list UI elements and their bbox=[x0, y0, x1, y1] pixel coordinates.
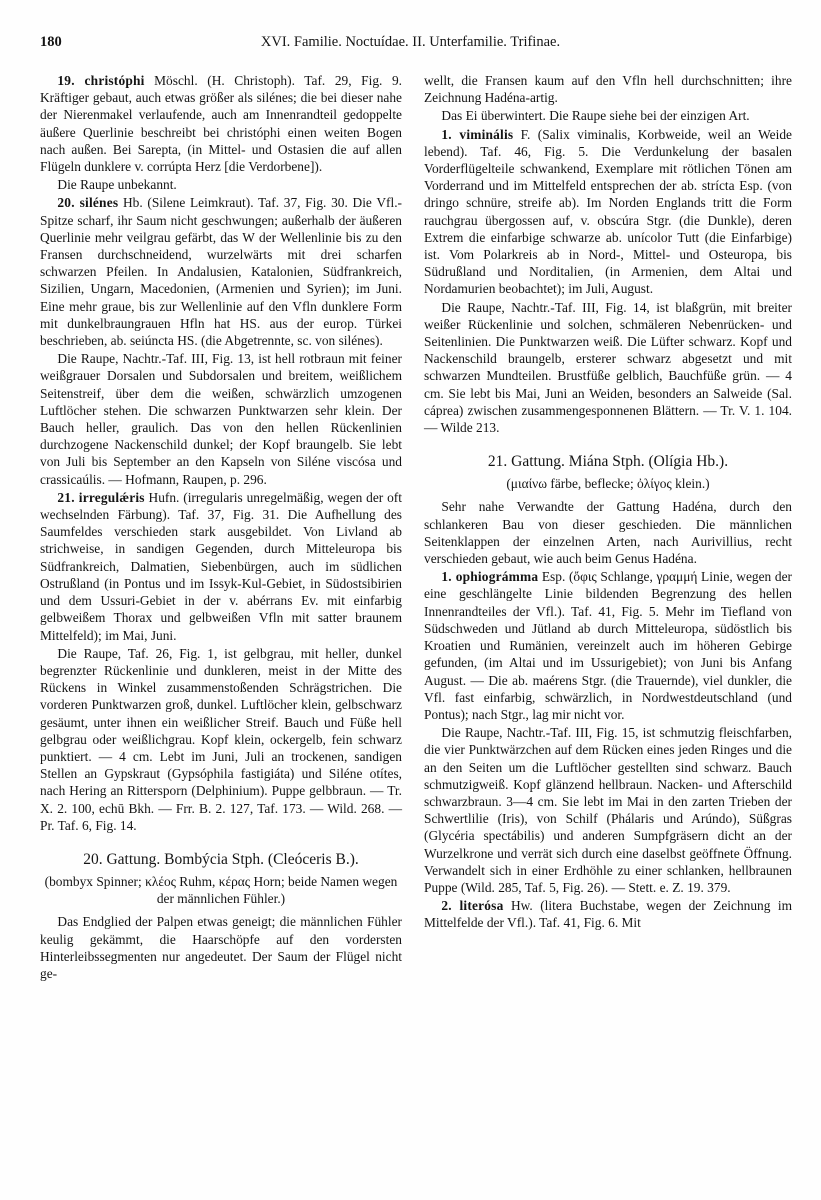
paragraph-text: Hb. (Silene Leimkraut). Taf. 37, Fig. 30. Die Vfl.-Spitze scharf, ihr Saum nicht geschwungen; außerhalb der äußeren Querlinie mehr veilgrau gefärbt, das W der Wellenlinie bis zu den Fransen durchschneidend, wurzelwärts mit drei scharfen schwarzen Pfeilen. In Andalusien, Katalonien, Südfrankreich, Sizilien, Ungarn, Macedonien, (Armenien und Syrien); im Juni. Eine mehr graue, bis zur Wellenlinie auf den Vfln dunklere Form mit dunkelbraungrauen Hfln hat HS. aus der europ. Türkei beschrieben, ab. seiúncta HS. (die Abgetrennte, sc. von silénes). bbox=[40, 195, 402, 349]
species-name: 19. christóphi bbox=[57, 73, 145, 88]
species-name: 20. silénes bbox=[57, 195, 119, 211]
species-name: 1. viminális bbox=[441, 126, 514, 142]
paragraph bbox=[424, 126, 792, 298]
page-number: 180 bbox=[40, 34, 62, 50]
paragraph bbox=[40, 645, 402, 834]
paragraph-text: Möschl. (H. Christoph). Taf. 29, Fig. 9. Kräftiger gebaut, auch etwas größer als silénes; die bei dieser nahe der Nierenmakel verlaufende, auch am Innenrandteil gedoppelte äußere Querlinie beschreibt bei christóphi einen weiten Bogen nach außen. Bei Sarepta, (in Mittel- und Ostasien die auf allen Flügeln dunklere v. corrúpta Herz [die Verdorbene]). bbox=[40, 73, 402, 175]
genus-21-etymology: (μιαίνω färbe, beflecke; ὀλίγος klein.) bbox=[506, 476, 710, 492]
genus-20-heading: 20. Gattung. Bombýcia Stph. (Cleóceris B.). bbox=[83, 850, 359, 868]
paragraph bbox=[40, 72, 402, 175]
paragraph bbox=[40, 350, 402, 488]
right-column bbox=[424, 72, 792, 932]
paragraph-text: Die Raupe unbekannt. bbox=[57, 177, 177, 193]
genus-20-etymology: (bombyx Spinner; κλέος Ruhm, κέρας Horn; beide Namen wegen der männlichen Fühler.) bbox=[44, 873, 398, 907]
paragraph bbox=[40, 194, 402, 349]
genus-21-heading: 21. Gattung. Miána Stph. (Olígia Hb.). bbox=[487, 453, 729, 471]
paragraph bbox=[40, 489, 402, 644]
running-head: XVI. Familie. Noctuídae. II. Unterfamilie. Trifinae. bbox=[260, 34, 561, 50]
left-paragraphs bbox=[40, 72, 402, 834]
paragraph-text: F. (Salix viminalis, Korbweide, weil an Weide lebend). Taf. 46, Fig. 5. Die Verdunkelung der basalen Vorderflügelteile schwankend, Exemplare mit rötlichen Tönen am Vorderrand und im Mittelfeld entsprechen der ab. strícta Esp. (von dringo schnüre, streife ab). Im Norden Englands tritt die Form rauchgrau übergossen auf, v. obscúra Stgr. (die Dunkle), deren Extrem die einfarbige schwarze ab. unícolor Tutt (die Einfarbige) ist. Vom Polarkreis ab in Nord-, Mittel- und Osteuropa, bis Südrußland und Norditalien, (in Armenien, dem Altai und Nordamurien beobachtet); im Juli, August. bbox=[424, 126, 792, 297]
paragraph bbox=[424, 568, 792, 723]
left-column bbox=[40, 72, 402, 982]
species-name: 2. literósa bbox=[441, 898, 504, 914]
paragraph bbox=[424, 107, 792, 124]
right-paragraphs-bottom bbox=[424, 498, 792, 931]
page-header bbox=[40, 34, 781, 54]
paragraph bbox=[40, 176, 402, 193]
paragraph bbox=[424, 72, 792, 106]
paragraph-text: Hw. (litera Buchstabe, wegen der Zeichnung im Mittelfelde der Vfl.). Taf. 41, Fig. 6. Mit bbox=[424, 898, 793, 931]
paragraph bbox=[424, 724, 792, 896]
paragraph bbox=[424, 299, 792, 437]
paragraph-text: Sehr nahe Verwandte der Gattung Hadéna, durch den schlankeren Bau von dieser geschieden. Die männlichen Seitenklappen der einzelnen Arten, nach Aurivillius, recht verschieden gebaut, wie auch beim Genus Hadéna. bbox=[424, 499, 792, 567]
species-name: 21. irregulǽris bbox=[57, 489, 145, 505]
paragraph-text: Die Raupe, Nachtr.-Taf. III, Fig. 14, ist blaßgrün, mit breiter weißer Rückenlinie und solchen, schmäleren Nebenrücken- und Seitenlinien. Die Punktwarzen weiß. Die Lüfter schwarz. Kopf und Nackenschild braungelb, ersterer schwarz abgesetzt und mit schwarzen Mundteilen. Brustfüße gelblich, Bauchfüße grün. — 4 cm. Sie lebt bis Mai, Juni an Weiden, besonders an Salweide (Sal. cáprea) zwischen zusammengesponnenen Blättern. — Tr. V. 1. 104. — Wilde 213. bbox=[424, 299, 792, 436]
paragraph-text: Die Raupe, Nachtr.-Taf. III, Fig. 15, ist schmutzig fleischfarben, die vier Punktwärzchen auf dem Rücken eines jeden Ringes und die an den Seiten um die Luftlöcher gestellten sind schwarz. Bauch schmutzigweiß. Kopf glänzend hellbraun. Nacken- und Afterschild schwarzbraun. 3—4 cm. Sie lebt im Mai in den zarten Trieben der Schwertlilie (Iris), von Schilf (Phálaris und Arúndo), Süßgras (Glycéria spectábilis) und anderen Sumpfgräsern dicht an der Wurzelkrone und verrät sich durch eine daselbst geöffnete Öffnung. Verwandelt sich in einer Erdhöhle zu einer schlanken, hellbraunen Puppe (Wild. 285, Taf. 5, Fig. 26). — Stett. e. Z. 19. 379. bbox=[424, 725, 792, 895]
right-paragraphs-top bbox=[424, 72, 792, 436]
paragraph-text: wellt, die Fransen kaum auf den Vfln hell durchschnitten; ihre Zeichnung Hadéna-artig. bbox=[424, 73, 792, 106]
paragraph-text: Die Raupe, Taf. 26, Fig. 1, ist gelbgrau, mit heller, dunkel begrenzter Rückenlinie und dunkleren, meist in der Mitte des Rückens in Winkel zusammenstoßenden Schrägstrichen. Die vorderen Punktwarzen groß, dunkel. Luftlöcher klein, gelbschwarz gesäumt, unter ihnen ein weißlicher Streif. Bauch und Füße hell gelbgrau oder weißlichgrau. Kopf klein, ockergelb, fein schwarz punktiert. — 4 cm. Lebt im Juni, Juli an trockenen, sandigen Stellen an Gypskraut (Gypsóphila fastigiáta) und Siléne otítes, nach Hering an Rittersporn (Delphinium). Puppe gelbbraun. — Tr. X. 2. 100, echū Bkh. — Frr. B. 2. 127, Taf. 173. — Wild. 268. — Pr. Taf. 6, Fig. 14. bbox=[40, 645, 402, 833]
paragraph-text: Die Raupe, Nachtr.-Taf. III, Fig. 13, ist hell rotbraun mit feiner weißgrauer Dorsalen und Subdorsalen und breitem, weißlichem Seitenstreif, über dem die weißen, schwärzlich umzogenen Luftlöcher stehen. Die schwarzen Punktwarzen sehr klein. Der Bauch heller, graulich. Das von den hellen Rückenlinien durchzogene Nackenschild dunkel; der Kopf braungelb. Sie lebt von Juli bis September an den Kapseln von Siléne viscósa und crassicaúlis. — Hofmann, Raupen, p. 296. bbox=[40, 351, 402, 487]
paragraph-text: Esp. (ὄφις Schlange, γραμμή Linie, wegen der eine geschlängelte Linie bildenden Begrenzung des hellen Innenrandteiles der Vfl.). Taf. 41, Fig. 5. Mehr im Tiefland von Südschweden und Jütland ab durch Mitteleuropa, südöstlich bis Kroatien und Rumänien, vereinzelt auch im höheren Gebirge gefunden, (im Altai und im Ussurigebiet); von Juni bis Anfang August. — Die ab. maérens Stgr. (die Trauernde), viel dunkler, die Vfl. fast einfarbig, schwärzlich, in Nordwestdeutschland (und Pontus); nach Stgr., lag mir nicht vor. bbox=[424, 569, 792, 722]
genus-20-description: Das Endglied der Palpen etwas geneigt; die männlichen Fühler keulig gekämmt, die Haarschöpfe auf den vordersten Hinterleibssegmenten nur angedeutet. Der Saum der Flügel nicht ge- bbox=[40, 914, 402, 981]
paragraph bbox=[424, 498, 792, 567]
paragraph-text: Das Ei überwintert. Die Raupe siehe bei der einzigen Art. bbox=[441, 108, 750, 124]
paragraph bbox=[424, 897, 792, 931]
paragraph-text: Hufn. (irregularis unregelmäßig, wegen der oft wechselnden Färbung). Taf. 37, Fig. 31. Die Aufhellung des Saumfeldes verschieden stark ausgebildet. Von Livland ab strichweise, in sandigen Gegenden, durch Mitteleuropa bis Südfrankreich, Dalmatien, Siebenbürgen, auch im südlichen Ostrußland (in Pontus und im Issyk-Kul-Gebiet, in Südostsibirien und dem Ussuri-Gebiet in der v. abérrans Ev. mit einfarbig gelbweißem Thorax und gelbweißen Vfln mit satter braunem Mittelfeld); im Mai, Juni. bbox=[40, 489, 402, 643]
species-name: 1. ophiográmma bbox=[441, 569, 539, 585]
